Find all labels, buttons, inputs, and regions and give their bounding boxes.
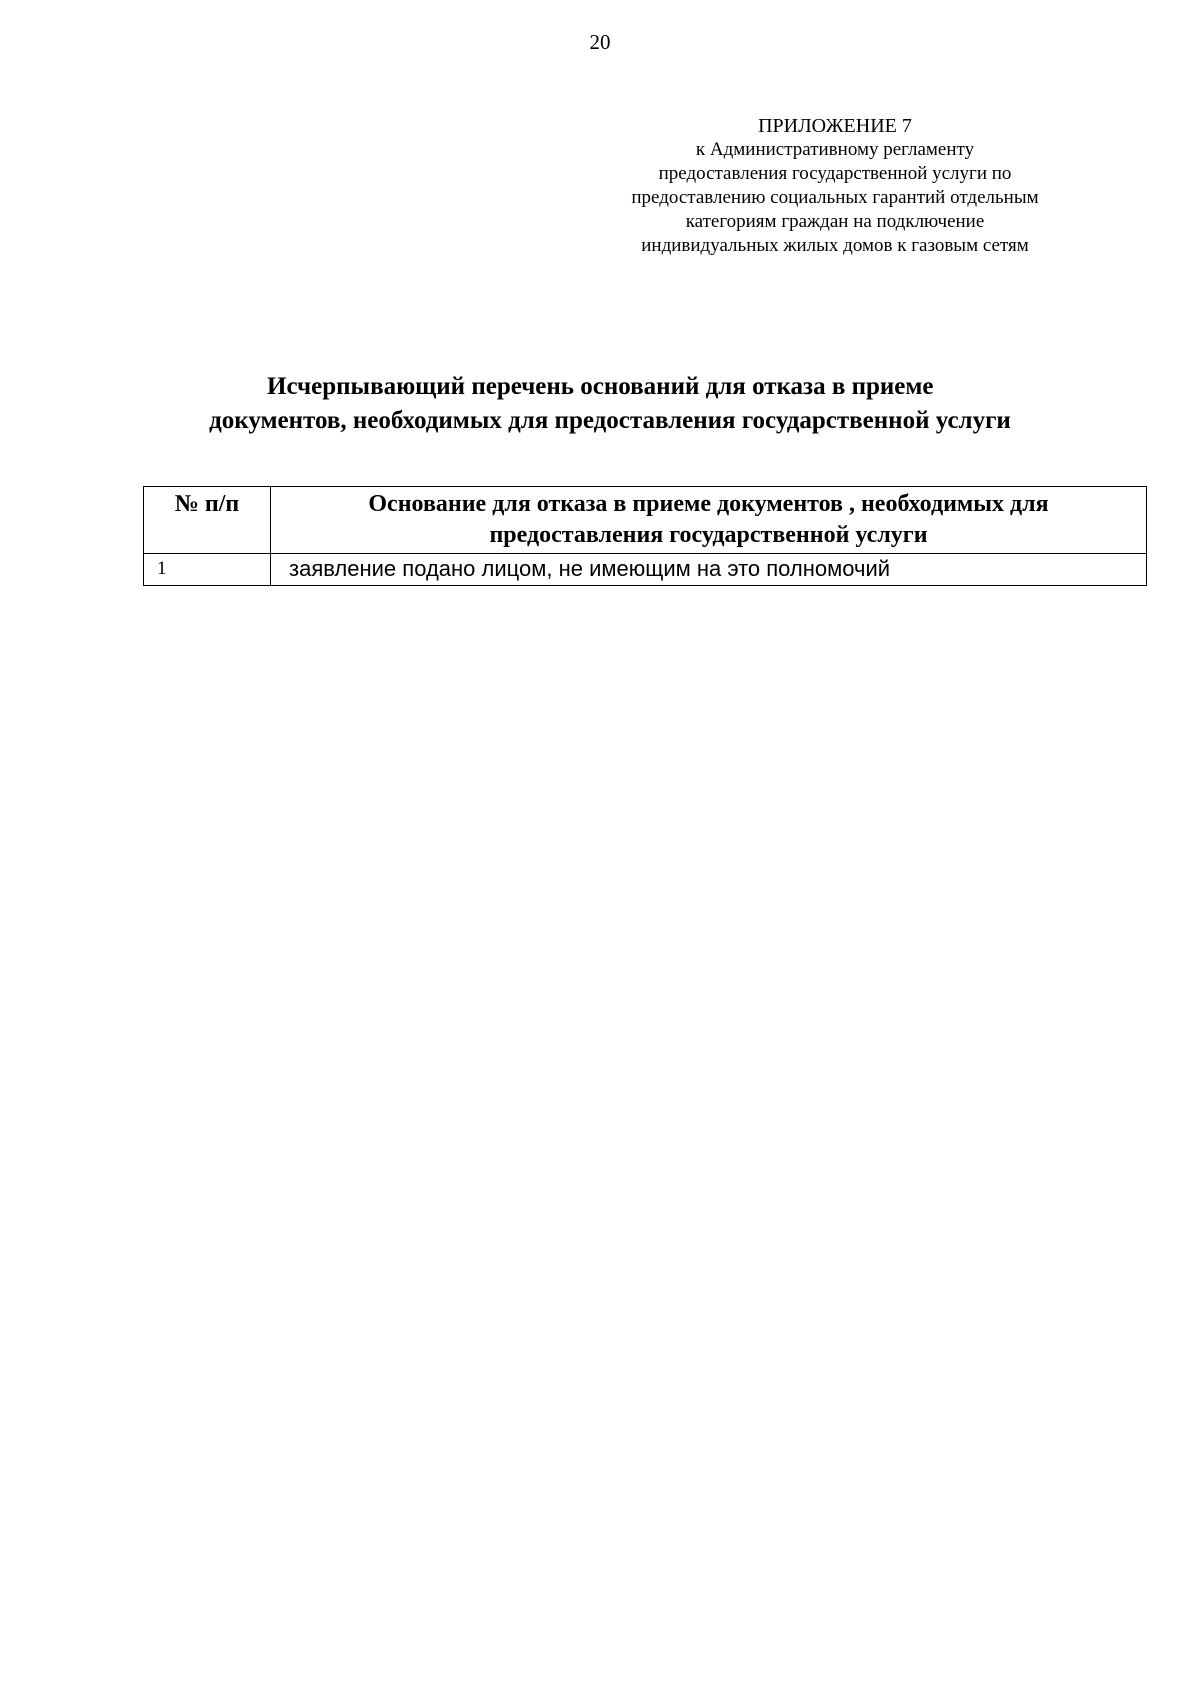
appendix-line: предоставлению социальных гарантий отдельным [631,187,1039,208]
appendix-line: к Административному регламенту [695,139,975,160]
row-number: 1 [144,554,271,586]
table-header-row [144,487,1147,554]
table-row [144,554,1147,586]
appendix-line: категориям граждан на подключение [685,211,985,232]
refusal-grounds-table [143,486,1147,586]
appendix-line: предоставления государственной услуги по [658,163,1012,184]
appendix-block [575,114,1095,258]
appendix-title: ПРИЛОЖЕНИЕ 7 [758,115,912,137]
document-title-line-1: Исчерпывающий перечень оснований для отказа в приеме [267,373,934,400]
appendix-line: индивидуальных жилых домов к газовым сетям [641,235,1029,256]
header-reason: Основание для отказа в приеме документов , необходимых для предоставления государственной услуги [271,487,1147,554]
document-title-line-2: документов, необходимых для предоставления государственной услуги [209,407,1011,434]
row-reason: заявление подано лицом, не имеющим на это полномочий [271,554,1147,586]
page-number: 20 [589,30,611,54]
document-title [140,370,1080,438]
header-number: № п/п [144,487,271,554]
